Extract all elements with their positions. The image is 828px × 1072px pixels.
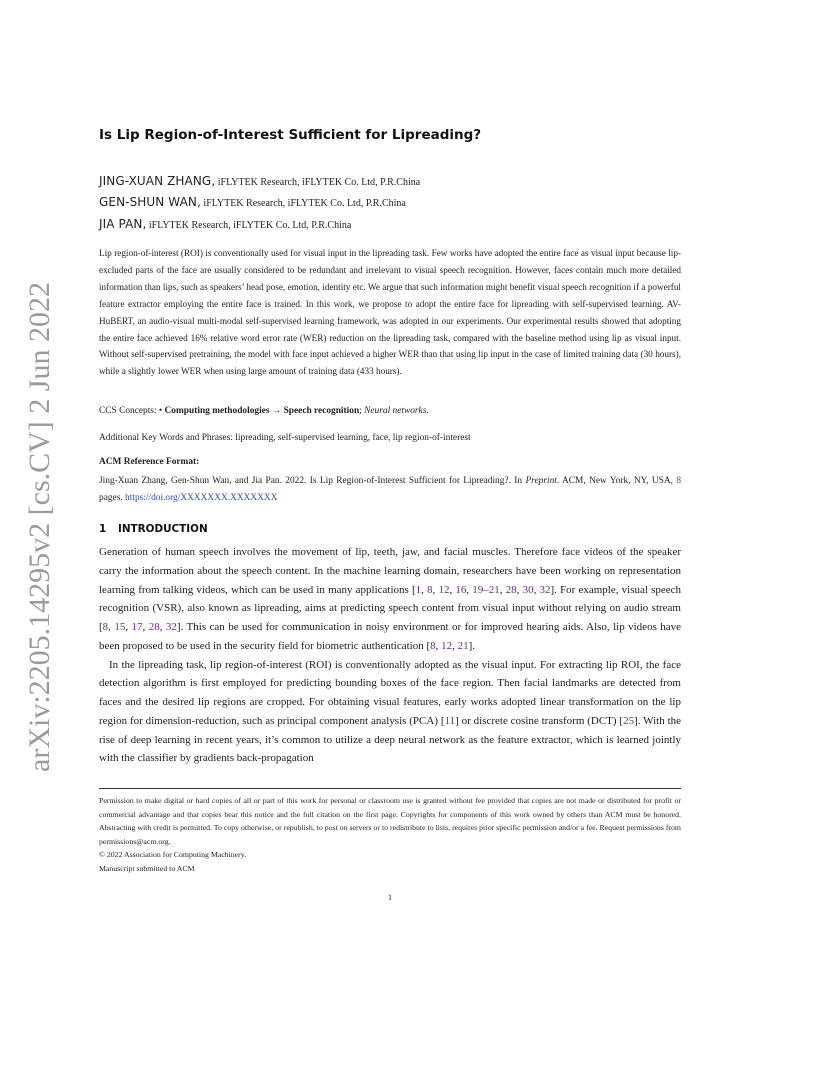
author-line: [99, 217, 351, 231]
copyright-line: © 2022 Association for Computing Machinery.: [99, 850, 247, 860]
author-line: [99, 174, 420, 188]
citation-link[interactable]: 15: [114, 621, 126, 633]
acm-ref-venue: Preprint: [525, 476, 557, 486]
keywords: Additional Key Words and Phrases: lipreading, self-supervised learning, face, lip region-of-interest: [99, 433, 471, 443]
paper-title: Is Lip Region-of-Interest Sufficient for Lipreading?: [99, 127, 482, 143]
ccs-arrow: →: [271, 406, 282, 416]
section-title: INTRODUCTION: [118, 523, 208, 535]
citation-link[interactable]: 8: [430, 639, 436, 652]
author-name: GEN-SHUN WAN,: [99, 195, 201, 209]
intro-body: [99, 543, 681, 768]
abstract: Lip region-of-interest (ROI) is conventionally used for visual input in the lipreading task. Few works have adopted the entire face as visual input because lip-excluded parts of the face are usually considered to be redundant and irrelevant to visual speech recognition. However, faces contain much more detailed information than lips, such as speakers’ head pose, emotion, identity etc. We argue that such information might benefit visual speech recognition if a powerful feature extractor employing the entire face is trained. In this work, we propose to adopt the entire face for lipreading with self-supervised learning. AV-HuBERT, an audio-visual multi-modal self-supervised learning framework, was adopted in our experiments. Our experimental results showed that adopting the entire face achieved 16% relative word error rate (WER) reduction on the lipreading task, compared with the baseline method using lip as visual input. Without self-supervised pretraining, the model with face input achieved a higher WER than that using lip input in the case of limited training data (30 hours), while a slightly lower WER when using large amount of training data (433 hours).: [99, 248, 681, 377]
footnote: [99, 794, 681, 876]
citation-link[interactable]: 16: [455, 583, 467, 596]
author-name: JING-XUAN ZHANG,: [99, 174, 216, 188]
ccs-term: Speech recognition: [283, 406, 360, 416]
author-affiliation: iFLYTEK Research, iFLYTEK Co. Ltd, P.R.China: [203, 198, 406, 209]
acm-reference-heading: ACM Reference Format:: [99, 457, 200, 467]
permission-notice: Permission to make digital or hard copies of all or part of this work for personal or classroom use is granted without fee provided that copies are not made or distributed for profit or commercial advantage and that copies bear this notice and the full citation on the first page. Copyrights for components of this work owned by others than ACM must be honored. Abstracting with credit is permitted. To copy otherwise, or republish, to post on servers or to redistribute to lists, requires prior specific permission and/or a fee. Request permissions from permissions@acm.org.: [99, 796, 681, 846]
acm-ref-text: . ACM, New York, NY, USA,: [556, 476, 677, 486]
ccs-term: Neural networks.: [364, 406, 429, 416]
author-line: [99, 195, 406, 209]
doi-link[interactable]: https://doi.org/XXXXXXX.XXXXXXX: [125, 492, 278, 503]
citation-link[interactable]: 11: [444, 714, 456, 727]
author-affiliation: iFLYTEK Research, iFLYTEK Co. Ltd, P.R.China: [148, 220, 352, 231]
citation-link[interactable]: 32: [165, 621, 177, 633]
paragraph: In the lipreading task, lip region-of-interest (ROI) is conventionally adopted as the visual input. For extracting lip ROI, the face detection algorithm is first employed for predicting bounding boxes of the face region. Then facial landmarks are detected from faces and the desired lip regions are cropped. For obtaining visual features, early works adopted linear transformation on the lip region for dimension-reduction, such as principal component analysis (PCA) [11] or discrete cosine transform (DCT) [25]. With the rise of deep learning in recent years, it’s common to utilize a deep neural network as the feature extractor, which is learned jointly with the classifier by gradients back-propagation: [99, 658, 682, 765]
ccs-term: Computing methodologies: [164, 406, 270, 416]
acm-reference-text: [99, 473, 681, 506]
citation-link[interactable]: 8: [427, 583, 433, 596]
citation-link[interactable]: 28: [148, 621, 160, 633]
footnote-divider: [99, 788, 681, 789]
acm-ref-text: pages.: [99, 492, 126, 503]
citation-link[interactable]: 1: [415, 583, 422, 596]
acm-ref-text: Jing-Xuan Zhang, Gen-Shun Wan, and Jia Pan. 2022. Is Lip Region-of-Interest Sufficient for Lipreading?. In: [99, 476, 526, 486]
citation-link[interactable]: 28: [505, 583, 517, 596]
citation-link[interactable]: 30: [522, 583, 534, 596]
author-affiliation: iFLYTEK Research, iFLYTEK Co. Ltd, P.R.China: [217, 177, 421, 188]
citation-link[interactable]: 21: [457, 639, 469, 652]
citation-link[interactable]: 17: [131, 621, 143, 633]
citation-link[interactable]: 8: [102, 621, 109, 633]
paragraph: Generation of human speech involves the movement of lip, teeth, jaw, and facial muscles. Therefore face videos of the speaker carry the information about the speech content. In the machine learning domain, researchers have been working on representation learning from talking videos, which can be used in many applications [1, 8, 12, 16, 19–21, 28, 30, 32]. For example, visual speech recognition (VSR), also known as lipreading, aims at predicting speech content from visual input without relying on audio stream [8, 15, 17, 28, 32]. This can be used for communication in noisy environment or for improved hearing aids. Also, lip videos have been proposed to be used in the security field for biometric authentication [8, 12, 21].: [99, 546, 682, 652]
arxiv-identifier-stamp: arXiv:2205.14295v2 [cs.CV] 2 Jun 2022: [23, 282, 56, 772]
pages-link[interactable]: 8: [676, 476, 681, 486]
page-number: 1: [388, 893, 392, 902]
citation-link[interactable]: 12: [441, 639, 453, 652]
citation-link[interactable]: 12: [438, 583, 450, 596]
author-name: JIA PAN,: [99, 217, 147, 231]
citation-link[interactable]: 25: [623, 714, 635, 727]
ccs-separator: ;: [359, 406, 362, 416]
citation-link[interactable]: 32: [539, 583, 551, 596]
manuscript-note: Manuscript submitted to ACM: [99, 863, 195, 873]
ccs-concepts: [99, 406, 681, 416]
citation-link[interactable]: 19–21: [472, 583, 500, 596]
section-heading: [99, 523, 681, 535]
ccs-label: CCS Concepts: •: [99, 406, 163, 416]
section-number: 1: [99, 523, 107, 535]
